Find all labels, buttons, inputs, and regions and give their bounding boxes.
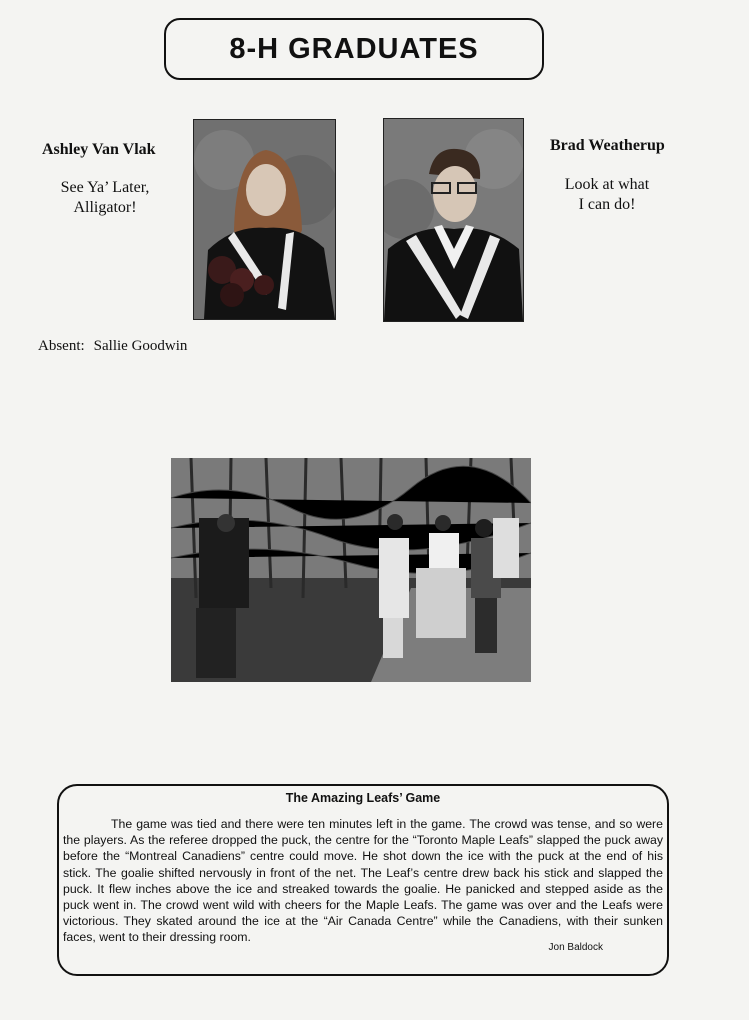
absent-label: Absent: — [38, 338, 85, 354]
story-body — [63, 816, 663, 946]
portrait-photo-brad — [383, 118, 524, 322]
story-author: Jon Baldock — [548, 942, 603, 953]
quote-line: See Ya’ Later, — [60, 179, 150, 196]
story-title: The Amazing Leafs’ Game — [285, 791, 441, 805]
quote-line: Look at what — [564, 176, 650, 193]
story-box — [57, 784, 669, 976]
absent-name: Sallie Goodwin — [93, 338, 188, 354]
story-paragraph: The game was tied and there were ten minutes left in the game. The crowd was tense, and so were the players. As the referee dropped the puck, the centre for the “Toronto Maple Leafs” slapped the puck away before the “Montreal Canadiens” centre could move. He shot down the ice with the puck at the end of his stick. The goalie shifted nervously in front of the net. The Leaf’s centre drew back his stick and slapped the puck. It flew inches above the ice and streaked towards the goalie. He panicked and stepped aside as the puck went in. The crowd went wild with cheers for the Maple Leafs. The game was over and the Leafs were victorious. They skated around the ice at the “Air Canada Centre” while the Canadiens, with their sunken faces, went to their dressing room. — [63, 817, 663, 945]
title-box — [164, 18, 544, 80]
quote-line: Alligator! — [73, 199, 137, 216]
graduate-quote-brad — [542, 175, 672, 215]
portrait-photo-ashley — [193, 119, 336, 320]
quote-line: I can do! — [578, 196, 636, 213]
absent-note — [38, 338, 187, 355]
graduate-name-ashley: Ashley Van Vlak — [42, 141, 156, 158]
graduate-quote-ashley — [40, 178, 170, 218]
page-title: 8-H GRADUATES — [229, 32, 479, 65]
graduate-name-brad: Brad Weatherup — [550, 137, 665, 154]
outdoor-group-photo — [171, 458, 531, 682]
